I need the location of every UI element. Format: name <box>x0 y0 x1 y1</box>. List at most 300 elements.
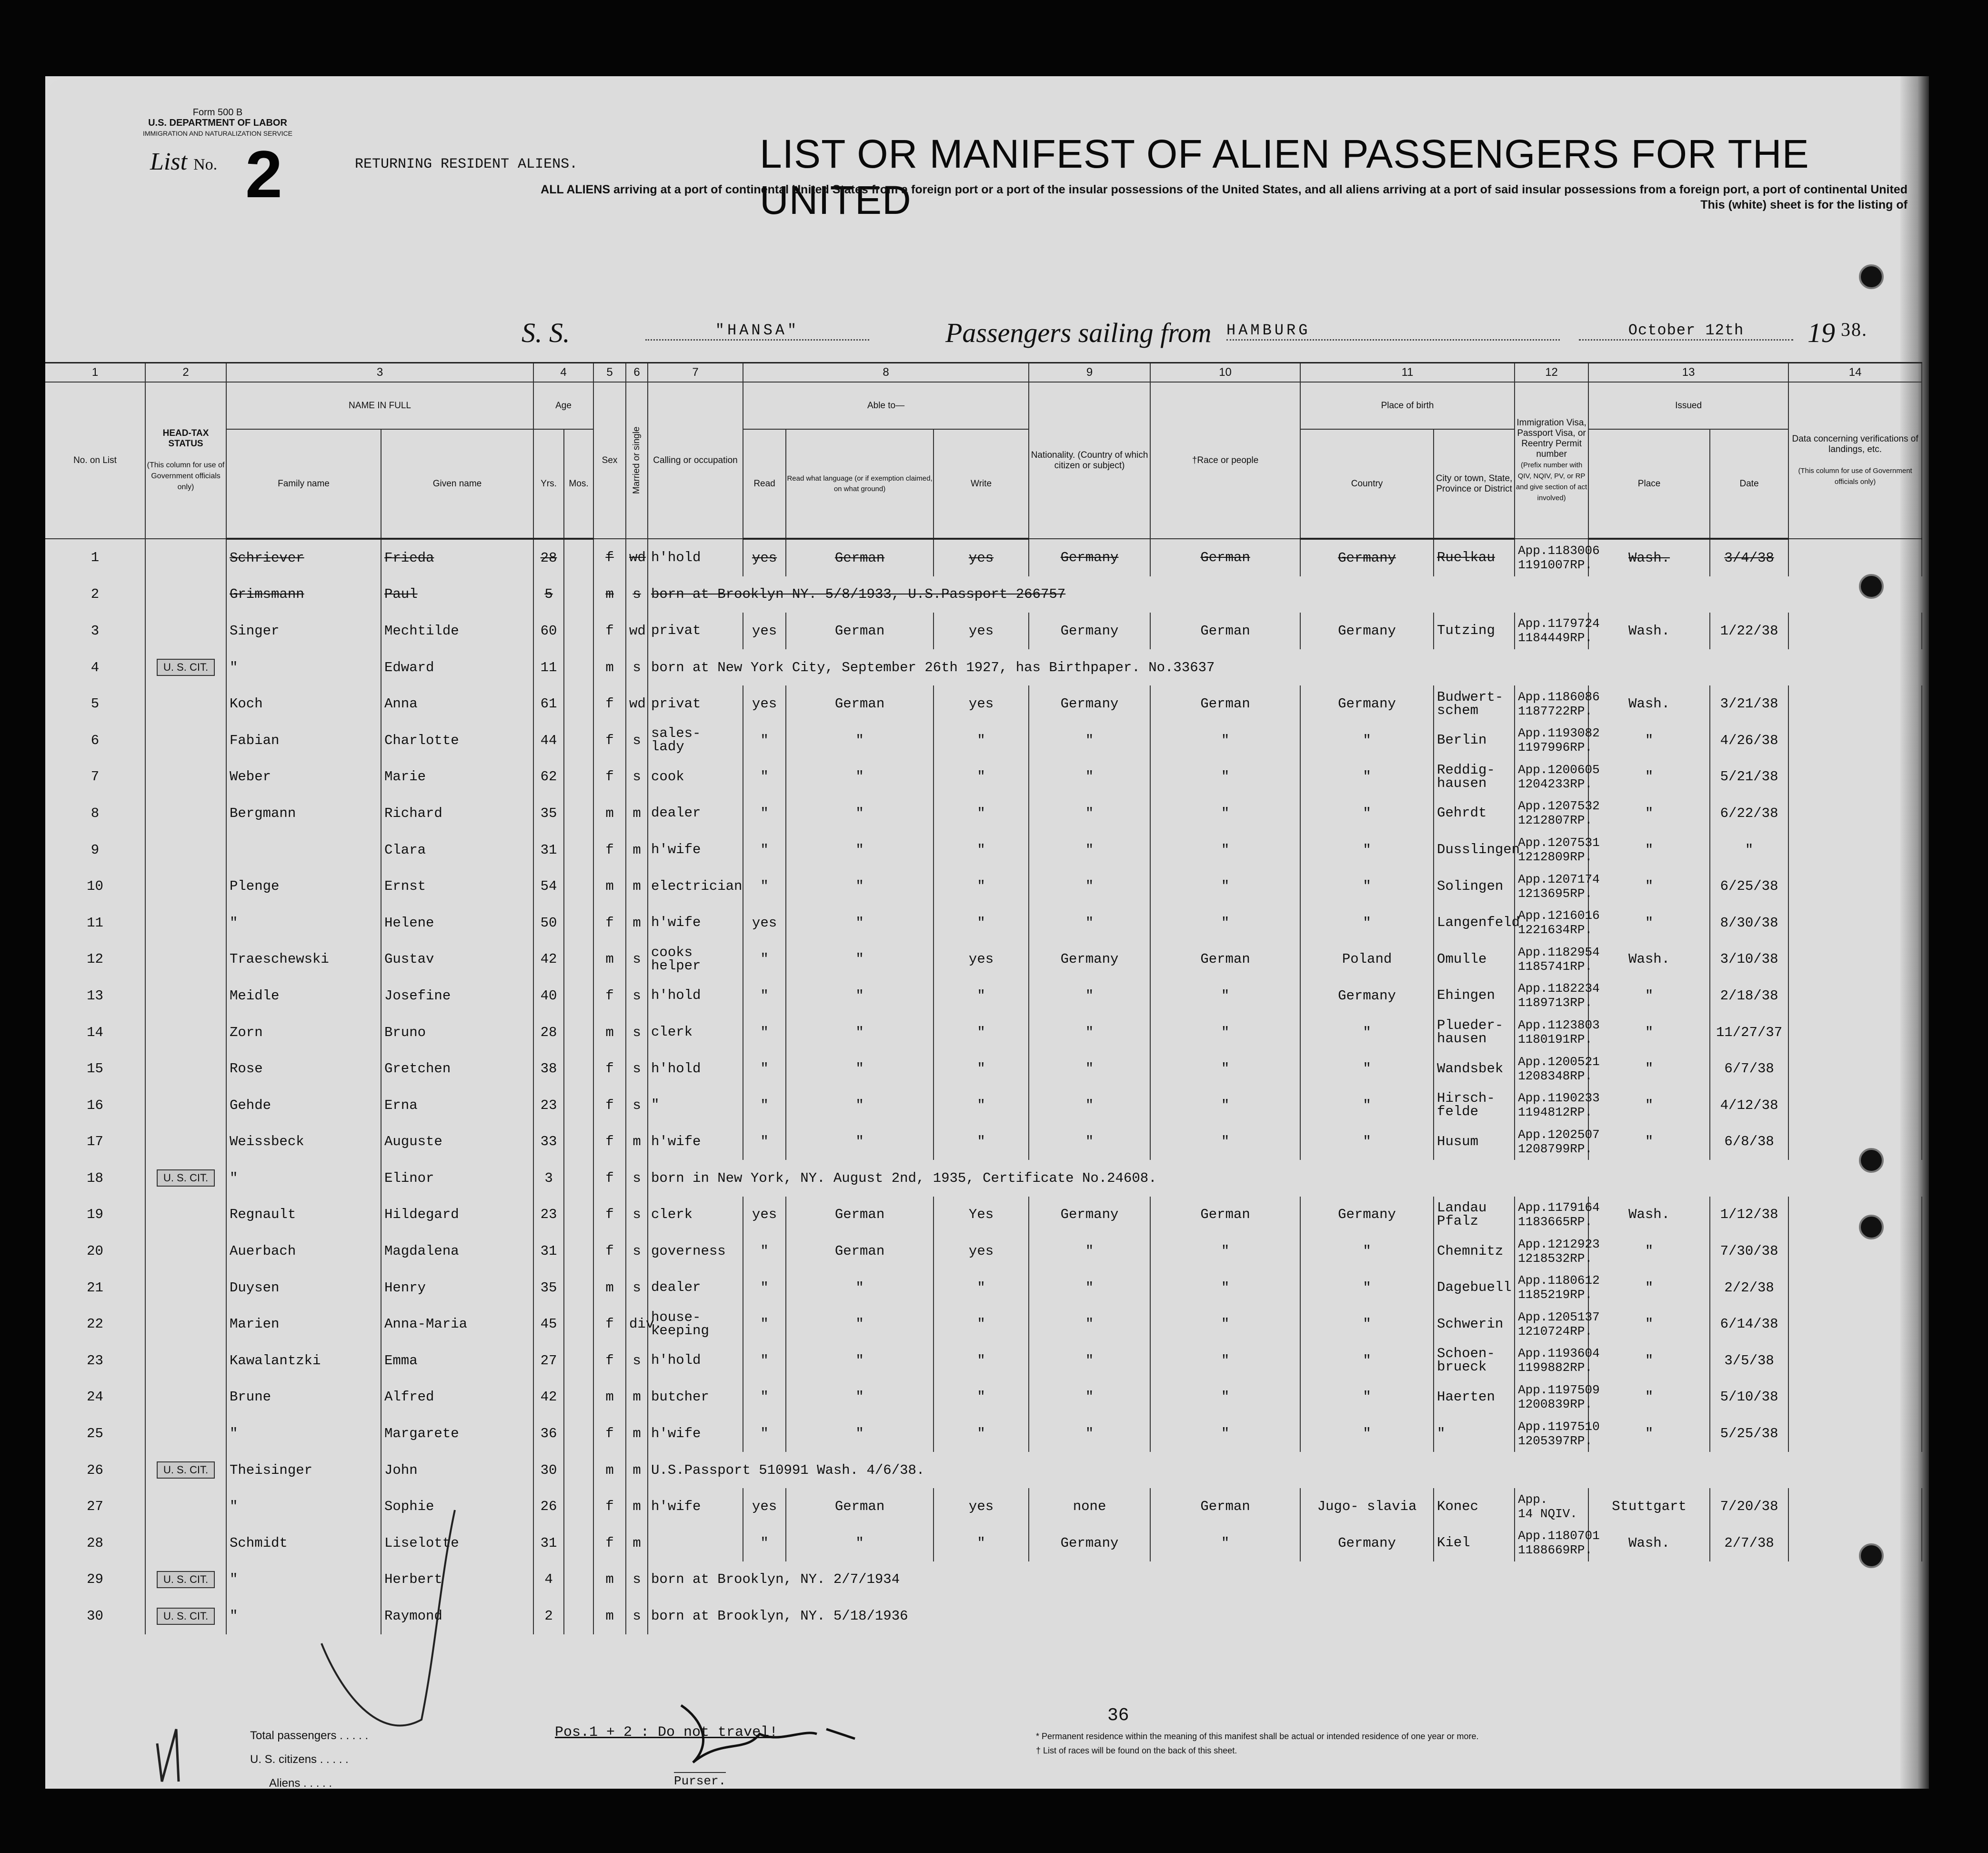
list-number: 2 <box>245 137 282 211</box>
can-read: " <box>760 1352 769 1369</box>
birth-country: " <box>1363 1061 1371 1077</box>
marital-status: m <box>633 878 641 895</box>
row-number: 11 <box>87 915 103 931</box>
col-name-in-full: NAME IN FULL <box>226 382 533 429</box>
can-read: " <box>760 1316 769 1332</box>
occupation: clerk <box>651 1206 693 1222</box>
age-years: 26 <box>540 1499 557 1515</box>
col-number: 12 <box>1515 363 1588 383</box>
us-citizen-stamp: U. S. CIT. <box>157 1169 215 1187</box>
occupation: h'hold <box>651 987 701 1004</box>
can-write: yes <box>968 696 994 712</box>
occupation: h'wife <box>651 842 701 858</box>
birth-city: Tutzing <box>1437 623 1495 639</box>
family-name: Kawalantzki <box>230 1352 321 1369</box>
birth-country: Jugo- slavia <box>1317 1499 1417 1515</box>
age-years: 31 <box>540 1535 557 1551</box>
can-read: yes <box>752 623 777 639</box>
marital-status: s <box>633 1279 641 1296</box>
aliens-label: Aliens . . . . . <box>269 1777 332 1790</box>
family-name: Schriever <box>230 550 304 566</box>
marital-status: s <box>633 951 641 967</box>
issued-place: Wash. <box>1628 1535 1670 1551</box>
sex: f <box>605 915 614 931</box>
given-name: Hildegard <box>384 1207 459 1223</box>
given-name: Paul <box>384 586 418 603</box>
col-visa: Immigration Visa, Passport Visa, or Reentry Permit number (Prefix number with QIV, NQIV, PV, or RP and give section of act involved) <box>1515 382 1588 539</box>
col-given-name: Given name <box>381 429 533 539</box>
read-language: " <box>855 878 864 895</box>
marital-status: s <box>633 1608 641 1624</box>
read-language: German <box>834 696 885 712</box>
visa-app: App.1202507 <box>1518 1127 1600 1142</box>
issued-date: 3/10/38 <box>1720 951 1778 967</box>
race: German <box>1200 550 1250 566</box>
col-number: 7 <box>648 363 743 383</box>
race: German <box>1200 696 1250 712</box>
can-read: yes <box>752 1499 777 1515</box>
can-write: " <box>977 1279 985 1296</box>
age-years: 23 <box>540 1097 557 1113</box>
nationality: " <box>1085 1389 1094 1405</box>
birth-country: Germany <box>1338 696 1396 712</box>
visa-app: App.1197510 <box>1518 1419 1600 1434</box>
read-language: " <box>855 1389 864 1405</box>
age-years: 30 <box>540 1462 557 1478</box>
family-name: Regnault <box>230 1207 296 1223</box>
sex: m <box>605 1608 614 1624</box>
read-language: " <box>855 732 864 748</box>
list-label: List No. <box>150 148 218 175</box>
row-number: 24 <box>87 1389 103 1405</box>
can-write: yes <box>968 1499 994 1515</box>
family-name: Rose <box>230 1061 263 1077</box>
visa-app: App.1207531 <box>1518 836 1600 850</box>
ship-name: "HANSA" <box>645 322 869 341</box>
birth-country: " <box>1363 1389 1371 1405</box>
birth-country: " <box>1363 1316 1371 1332</box>
nationality: " <box>1085 1243 1094 1259</box>
visa-app: App.1207174 <box>1518 872 1600 886</box>
span-note: born in New York, NY. August 2nd, 1935, Certificate No.24608. <box>651 1170 1157 1186</box>
read-language: German <box>834 1499 885 1515</box>
visa-app: App.1216016 <box>1518 908 1600 923</box>
col-race: †Race or people <box>1150 382 1300 539</box>
marital-status: s <box>633 732 641 748</box>
read-language: " <box>855 805 864 821</box>
age-years: 28 <box>540 550 557 566</box>
visa-app: App.1186086 <box>1518 689 1600 704</box>
read-language: " <box>855 769 864 785</box>
issued-date: 11/27/37 <box>1716 1024 1783 1040</box>
birth-city: Schwerin <box>1437 1316 1504 1332</box>
col-married: Married or single <box>626 382 648 539</box>
sex: m <box>605 1571 614 1588</box>
sex: m <box>605 586 614 603</box>
age-years: 3 <box>544 1170 553 1186</box>
given-name: Marie <box>384 769 426 785</box>
col-number: 5 <box>593 363 626 383</box>
visa-permit: 1197996RP. <box>1518 740 1593 755</box>
nationality: " <box>1085 1426 1094 1442</box>
visa-app: App.1207532 <box>1518 799 1600 814</box>
issued-place: " <box>1645 732 1654 748</box>
read-language: " <box>855 1279 864 1296</box>
row-number: 12 <box>87 951 103 967</box>
col-number: 6 <box>626 363 648 383</box>
family-name: " <box>230 915 238 931</box>
sailing-label: Passengers sailing from <box>945 317 1212 348</box>
family-name: " <box>230 659 238 675</box>
issued-date: 4/12/38 <box>1720 1097 1778 1113</box>
can-write: Yes <box>968 1207 994 1223</box>
race: " <box>1221 842 1230 858</box>
age-years: 61 <box>540 696 557 712</box>
issued-place: " <box>1645 805 1654 821</box>
sex: f <box>605 550 614 566</box>
can-read: yes <box>752 1207 777 1223</box>
read-language: " <box>855 1134 864 1150</box>
visa-app: App.1183006 <box>1518 543 1600 558</box>
given-name: Richard <box>384 805 442 821</box>
issued-date: 3/5/38 <box>1724 1352 1774 1369</box>
given-name: Erna <box>384 1097 418 1113</box>
given-name: Mechtilde <box>384 623 459 639</box>
visa-permit: 1221634RP. <box>1518 923 1593 937</box>
visa-app: App.1182954 <box>1518 945 1600 959</box>
family-name: Traeschewski <box>230 951 329 967</box>
sex: m <box>605 951 614 967</box>
visa-permit: 1208799RP. <box>1518 1141 1593 1156</box>
race: " <box>1221 878 1230 895</box>
can-read: " <box>760 732 769 748</box>
birth-country: Germany <box>1338 1535 1396 1551</box>
row-number: 25 <box>87 1426 103 1442</box>
nationality: " <box>1085 1279 1094 1296</box>
can-read: " <box>760 1535 769 1551</box>
given-name: Liselotte <box>384 1535 459 1551</box>
issued-date: 6/8/38 <box>1724 1134 1774 1150</box>
visa-app: App.1182234 <box>1518 981 1600 996</box>
birth-city: Haerten <box>1437 1389 1495 1405</box>
age-years: 35 <box>540 1279 557 1296</box>
can-write: " <box>977 1426 985 1442</box>
family-name: Theisinger <box>230 1462 313 1478</box>
birth-city: Wandsbek <box>1437 1060 1504 1077</box>
row-number: 7 <box>90 769 100 785</box>
given-name: Herbert <box>384 1571 442 1588</box>
can-read: " <box>760 1097 769 1113</box>
service: IMMIGRATION AND NATURALIZATION SERVICE <box>143 130 292 137</box>
age-years: 38 <box>540 1061 557 1077</box>
visa-permit: 1185219RP. <box>1518 1288 1593 1302</box>
given-name: Anna-Maria <box>384 1316 468 1332</box>
visa-app: App.1212923 <box>1518 1237 1600 1251</box>
sex: f <box>605 1535 614 1551</box>
family-name: " <box>230 1426 238 1442</box>
occupation: sales- lady <box>651 725 701 755</box>
marital-status: s <box>633 1352 641 1369</box>
sex: f <box>605 1352 614 1369</box>
occupation: dealer <box>651 805 701 821</box>
row-number: 5 <box>90 696 100 712</box>
marital-status: s <box>633 586 641 603</box>
purser-label: Purser. <box>674 1772 726 1788</box>
col-number: 8 <box>743 363 1029 383</box>
given-name: Bruno <box>384 1024 426 1040</box>
visa-app: App.1190233 <box>1518 1091 1600 1106</box>
given-name: Raymond <box>384 1608 442 1624</box>
can-read: yes <box>752 915 777 931</box>
age-years: 36 <box>540 1426 557 1442</box>
subtitle-line: This (white) sheet is for the listing of <box>1700 198 1908 211</box>
col-family-name: Family name <box>226 429 381 539</box>
read-language: German <box>834 1243 885 1259</box>
given-name: Edward <box>384 659 434 675</box>
us-citizen-stamp: U. S. CIT. <box>157 1571 215 1588</box>
marital-status: m <box>633 1535 641 1551</box>
issued-date: 2/7/38 <box>1724 1535 1774 1551</box>
visa-permit: 1183665RP. <box>1518 1214 1593 1229</box>
age-years: 31 <box>540 1243 557 1259</box>
occupation: h'wife <box>651 915 701 931</box>
sex: f <box>605 1243 614 1259</box>
col-landings: Data concerning verifications of landings, etc. (This column for use of Government officials only) <box>1788 382 1922 539</box>
nationality: " <box>1085 878 1094 895</box>
can-write: " <box>977 1352 985 1369</box>
marital-status: m <box>633 1426 641 1442</box>
given-name: Emma <box>384 1352 418 1369</box>
given-name: Helene <box>384 915 434 931</box>
family-name: Zorn <box>230 1024 263 1040</box>
can-write: yes <box>968 623 994 639</box>
marital-status: s <box>633 987 641 1004</box>
issued-date: 2/2/38 <box>1724 1279 1774 1296</box>
can-write: " <box>977 1134 985 1150</box>
birth-country: " <box>1363 1024 1371 1040</box>
read-language: German <box>834 1207 885 1223</box>
read-language: " <box>855 1316 864 1332</box>
nationality: none <box>1073 1499 1106 1515</box>
issued-date: 6/7/38 <box>1724 1061 1774 1077</box>
age-years: 27 <box>540 1352 557 1369</box>
sex: f <box>605 1316 614 1332</box>
age-years: 44 <box>540 732 557 748</box>
family-name: Schmidt <box>230 1535 288 1551</box>
birth-country: " <box>1363 769 1371 785</box>
sex: f <box>605 1426 614 1442</box>
total-passengers-label: Total passengers . . . . . <box>250 1729 369 1742</box>
birth-city: Langenfeld <box>1437 915 1520 931</box>
visa-permit: 1205397RP. <box>1518 1433 1593 1448</box>
issued-place: " <box>1645 878 1654 895</box>
race: German <box>1200 623 1250 639</box>
span-note: U.S.Passport 510991 Wash. 4/6/38. <box>651 1462 925 1478</box>
row-number: 9 <box>90 842 100 858</box>
race: " <box>1221 1134 1230 1150</box>
page-count: 36 <box>1107 1705 1129 1726</box>
sex: f <box>605 1097 614 1113</box>
can-write: " <box>977 732 985 748</box>
can-read: " <box>760 878 769 895</box>
birth-city: Chemnitz <box>1437 1243 1504 1259</box>
birth-country: " <box>1363 842 1371 858</box>
occupation: butcher <box>651 1389 709 1405</box>
row-number: 13 <box>87 987 103 1004</box>
visa-permit: 1212809RP. <box>1518 850 1593 865</box>
can-write: " <box>977 769 985 785</box>
ss-label: S. S. <box>522 317 570 348</box>
read-language: " <box>855 1024 864 1040</box>
family-name: Auerbach <box>230 1243 296 1259</box>
marital-status: s <box>633 769 641 785</box>
occupation: h'wife <box>651 1425 701 1441</box>
can-write: yes <box>968 1243 994 1259</box>
can-read: " <box>760 842 769 858</box>
marital-status: s <box>633 1170 641 1186</box>
col-number: 14 <box>1788 363 1922 383</box>
birth-city: " <box>1437 1425 1446 1441</box>
family-name: Gehde <box>230 1097 271 1113</box>
birth-country: " <box>1363 915 1371 931</box>
col-number: 13 <box>1588 363 1788 383</box>
marital-status: s <box>633 1061 641 1077</box>
read-language: " <box>855 1097 864 1113</box>
visa-app: App.1180612 <box>1518 1273 1600 1288</box>
row-number: 18 <box>87 1170 103 1186</box>
issued-place: Wash. <box>1628 1207 1670 1223</box>
visa-permit: 1204233RP. <box>1518 776 1593 791</box>
race: German <box>1200 1207 1250 1223</box>
birth-country: " <box>1363 732 1371 748</box>
row-number: 23 <box>87 1352 103 1369</box>
visa-permit: 1191007RP. <box>1518 557 1593 572</box>
nationality: " <box>1085 805 1094 821</box>
birth-country: " <box>1363 1426 1371 1442</box>
occupation: cook <box>651 768 684 785</box>
read-language: German <box>834 623 885 639</box>
col-number: 11 <box>1300 363 1515 383</box>
birth-city: Landau Pfalz <box>1437 1199 1487 1229</box>
nationality: " <box>1085 1097 1094 1113</box>
visa-permit: 1189713RP. <box>1518 996 1593 1010</box>
sex: m <box>605 659 614 675</box>
row-number: 15 <box>87 1061 103 1077</box>
can-write: " <box>977 1097 985 1113</box>
no-label: No. <box>193 156 218 173</box>
birth-city: Berlin <box>1437 732 1487 748</box>
given-name: Charlotte <box>384 732 459 748</box>
visa-app: App.1193082 <box>1518 726 1600 741</box>
row-number: 8 <box>90 805 100 821</box>
col-number: 4 <box>533 363 593 383</box>
birth-country: " <box>1363 805 1371 821</box>
marital-status: m <box>633 805 641 821</box>
sex: m <box>605 878 614 895</box>
family-name: Grimsmann <box>230 586 304 603</box>
birth-country: " <box>1363 1352 1371 1369</box>
sex: f <box>605 987 614 1004</box>
nationality: Germany <box>1060 550 1119 566</box>
nationality: Germany <box>1060 951 1119 967</box>
can-write: " <box>977 915 985 931</box>
can-read: " <box>760 1134 769 1150</box>
given-name: Henry <box>384 1279 426 1296</box>
race: " <box>1221 1024 1230 1040</box>
span-note: born at Brooklyn, NY. 5/18/1936 <box>651 1608 908 1624</box>
can-read: yes <box>752 550 777 566</box>
visa-app: App.1179724 <box>1518 616 1600 631</box>
birth-city: Solingen <box>1437 878 1504 894</box>
birth-country: " <box>1363 1279 1371 1296</box>
marital-status: s <box>633 1571 641 1588</box>
read-language: " <box>855 951 864 967</box>
col-no-on-list: No. on List <box>45 382 145 539</box>
age-years: 45 <box>540 1316 557 1332</box>
visa-app: App.1197509 <box>1518 1382 1600 1397</box>
col-place-of-birth: Place of birth <box>1300 382 1515 429</box>
family-name: Singer <box>230 623 280 639</box>
row-number: 3 <box>90 623 100 639</box>
given-name: Ernst <box>384 878 426 895</box>
row-number: 26 <box>87 1462 103 1478</box>
read-language: " <box>855 1352 864 1369</box>
nationality: " <box>1085 769 1094 785</box>
issued-place: " <box>1645 1316 1654 1332</box>
read-language: " <box>855 1535 864 1551</box>
visa-permit: 1188669RP. <box>1518 1543 1593 1558</box>
issued-place: " <box>1645 1426 1654 1442</box>
nationality: " <box>1085 1352 1094 1369</box>
marital-status: m <box>633 915 641 931</box>
row-number: 20 <box>87 1243 103 1259</box>
birth-city: Gehrdt <box>1437 805 1487 821</box>
issued-date: 7/30/38 <box>1720 1243 1778 1259</box>
nationality: " <box>1085 987 1094 1004</box>
col-write: Write <box>934 429 1029 539</box>
can-read: " <box>760 805 769 821</box>
issued-date: 3/21/38 <box>1720 696 1778 712</box>
given-name: Magdalena <box>384 1243 459 1259</box>
visa-app: App.1179164 <box>1518 1200 1600 1215</box>
occupation: privat <box>651 695 701 712</box>
visa-permit: 1212807RP. <box>1518 813 1593 828</box>
row-number: 16 <box>87 1097 103 1113</box>
can-write: " <box>977 1389 985 1405</box>
occupation: h'hold <box>651 1352 701 1369</box>
col-head-tax: HEAD-TAX STATUS (This column for use of Government officials only) <box>145 382 226 539</box>
marital-status: s <box>633 659 641 675</box>
occupation: h'hold <box>651 1060 701 1077</box>
read-language: " <box>855 987 864 1004</box>
department: U.S. DEPARTMENT OF LABOR <box>148 118 287 128</box>
issued-place: " <box>1645 1061 1654 1077</box>
nationality: " <box>1085 1024 1094 1040</box>
col-age: Age <box>533 382 593 429</box>
span-note: born at Brooklyn, NY. 2/7/1934 <box>651 1571 900 1588</box>
age-years: 4 <box>544 1571 553 1588</box>
issued-place: " <box>1645 1352 1654 1369</box>
col-calling: Calling or occupation <box>648 382 743 539</box>
birth-country: Germany <box>1338 1207 1396 1223</box>
sex: f <box>605 732 614 748</box>
given-name: Anna <box>384 696 418 712</box>
row-number: 6 <box>90 732 100 748</box>
issued-date: 8/30/38 <box>1720 915 1778 931</box>
marital-status: s <box>633 1097 641 1113</box>
occupation: cooks helper <box>651 944 701 974</box>
occupation: clerk <box>651 1024 693 1040</box>
